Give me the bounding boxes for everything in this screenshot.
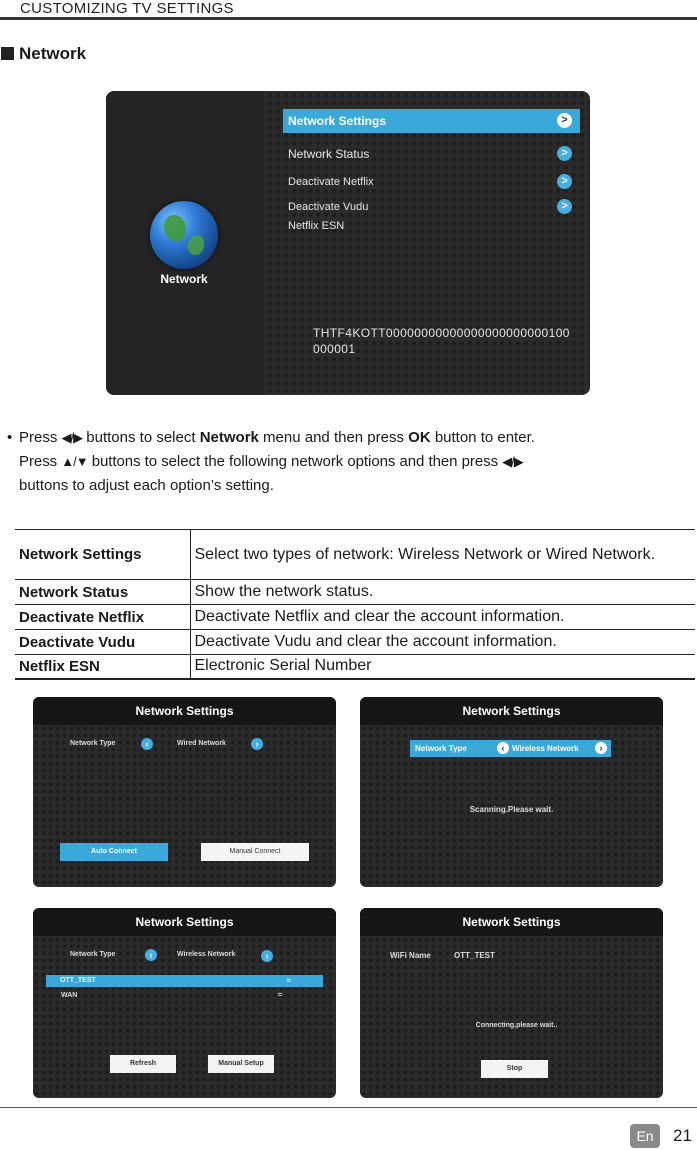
text: buttons to select [82, 429, 200, 446]
instruction-line-3: buttons to adjust each option’s setting. [19, 477, 274, 494]
text: Press [19, 453, 62, 470]
screen-wireless-scanning [360, 697, 663, 887]
menu-item-label: Network Settings [288, 114, 387, 128]
network-type-value: Wireless Network [177, 951, 236, 958]
up-down-arrows-icon: ▲/▼ [61, 454, 88, 469]
screen-title: Network Settings [360, 908, 663, 936]
menu-item-label: Deactivate Netflix [288, 176, 374, 188]
table-row [15, 530, 695, 580]
screen-title: Network Settings [33, 908, 336, 936]
table-row [15, 655, 695, 679]
chevron-right-icon: > [557, 174, 572, 189]
chevron-left-icon[interactable]: ‹ [497, 742, 509, 754]
chevron-left-icon[interactable]: ‹ [141, 738, 153, 750]
option-desc: Electronic Serial Number [190, 655, 695, 679]
network-type-label: Network Type [70, 740, 116, 747]
auto-connect-button[interactable]: Auto Connect [60, 843, 168, 861]
category-label: Network [160, 272, 208, 286]
option-name: Deactivate Netflix [15, 605, 190, 630]
text: buttons to select the following network options and then press [87, 453, 503, 470]
footer-rule [0, 1107, 697, 1108]
page-number: 21 [673, 1126, 692, 1145]
option-name: Network Settings [15, 530, 190, 580]
option-desc: Select two types of network: Wireless Network or Wired Network. [190, 530, 695, 580]
text-bold: Network [199, 429, 259, 446]
menu-item-label: Netflix ESN [288, 220, 345, 232]
menu-item-netflix-esn[interactable] [283, 214, 580, 238]
menu-item-network-settings[interactable] [283, 109, 580, 133]
manual-connect-button[interactable]: Manual Connect [201, 843, 309, 861]
stop-button[interactable]: Stop [481, 1060, 548, 1078]
table-row [15, 580, 695, 605]
tv-network-menu [106, 91, 590, 395]
wifi-icon: ≈ [278, 990, 283, 999]
screen-title: Network Settings [360, 697, 663, 725]
left-right-arrows-icon: ◀/▶ [502, 454, 523, 469]
instruction-line-2 [19, 452, 523, 472]
network-type-row[interactable] [410, 740, 611, 757]
text-bold: OK [408, 429, 431, 446]
option-name: Netflix ESN [15, 655, 190, 679]
screen-wireless-list [33, 908, 336, 1098]
option-desc: Deactivate Vudu and clear the account information. [190, 630, 695, 655]
globe-icon [150, 201, 218, 269]
header-rule [0, 17, 697, 20]
screen-wired-network [33, 697, 336, 887]
scanning-message: Scanning.Please wait. [469, 805, 554, 814]
menu-item-network-status[interactable] [283, 142, 580, 166]
connecting-message: Connecting,please wait.. [475, 1022, 558, 1029]
network-list-item[interactable]: WAN [61, 992, 78, 999]
menu-item-label: Deactivate Vudu [288, 201, 369, 213]
text: button to enter. [430, 429, 535, 446]
option-name: Deactivate Vudu [15, 630, 190, 655]
table-row [15, 605, 695, 630]
language-badge: En [630, 1124, 660, 1148]
refresh-button[interactable]: Refresh [110, 1055, 176, 1073]
screen-connecting [360, 908, 663, 1098]
options-table [15, 529, 695, 680]
network-name: OTT_TEST [60, 977, 96, 984]
chevron-right-icon[interactable]: › [595, 742, 607, 754]
square-bullet-icon [1, 47, 14, 60]
option-desc: Show the network status. [190, 580, 695, 605]
instruction-line-1 [19, 428, 535, 448]
wifi-icon: ≈ [286, 976, 291, 985]
table-row [15, 630, 695, 655]
left-right-arrows-icon: ◀/▶ [61, 430, 83, 445]
option-name: Network Status [15, 580, 190, 605]
section-title: Network [19, 44, 87, 63]
text: menu and then press [258, 429, 409, 446]
chevron-right-icon: > [557, 146, 572, 161]
esn-value: THTF4KOTT00000000000000000000000100000001 [313, 326, 570, 356]
network-type-label: Network Type [415, 744, 467, 753]
network-list-item-selected[interactable] [46, 975, 323, 987]
menu-item-label: Network Status [288, 147, 370, 161]
page-header: CUSTOMIZING TV SETTINGS [20, 0, 234, 17]
chevron-right-icon[interactable]: › [261, 950, 273, 962]
bullet: • [7, 429, 13, 446]
chevron-right-icon[interactable]: › [251, 738, 263, 750]
network-type-value: Wireless Network [512, 744, 579, 753]
chevron-right-icon: > [557, 199, 572, 214]
network-type-label: Network Type [70, 951, 116, 958]
menu-item-deactivate-netflix[interactable] [283, 170, 580, 194]
wifi-name-value: OTT_TEST [454, 951, 495, 960]
chevron-right-icon: > [557, 113, 572, 128]
option-desc: Deactivate Netflix and clear the account information. [190, 605, 695, 630]
manual-setup-button[interactable]: Manual Setup [208, 1055, 274, 1073]
chevron-left-icon[interactable]: ‹ [145, 949, 157, 961]
screen-title: Network Settings [33, 697, 336, 725]
network-type-value: Wired Network [177, 740, 226, 747]
wifi-name-label: WiFi Name [390, 951, 431, 960]
text: Press [19, 429, 62, 446]
